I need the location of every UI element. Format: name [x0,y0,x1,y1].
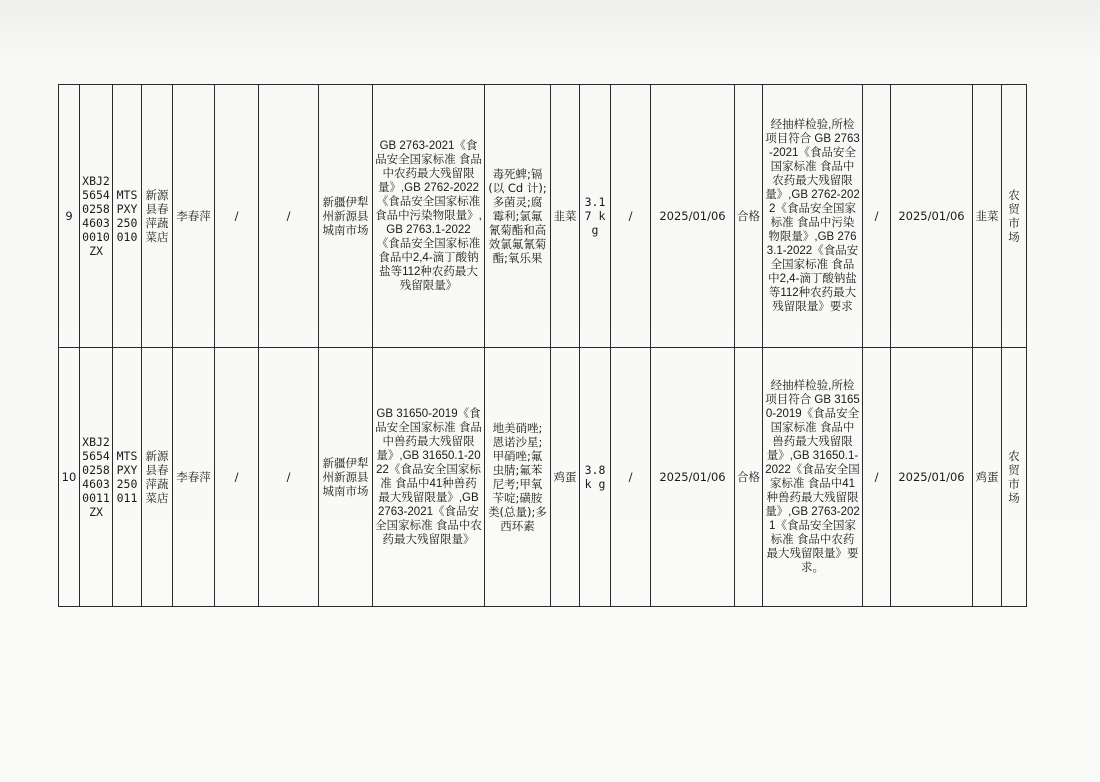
inspection-conclusion: 经抽样检验,所检项目符合 GB 2763-2021《食品安全国家标准 食品中农药最大残留限量》,GB 2762-2022《食品安全国家标准 食品中污染物限量》,GB 2763.1-2022《食品安全国家标准 食品中2,4-滴丁酸钠盐等112种农药最大残留限量》要求 [763,85,863,348]
sampling-date: 2025/01/06 [651,85,735,348]
empty-cell: / [863,348,891,607]
table-row [59,348,1027,607]
sampling-date: 2025/01/06 [651,348,735,607]
result-status: 合格 [735,85,763,348]
empty-cell: / [259,85,319,348]
empty-cell: / [259,348,319,607]
test-items: 地美硝唑;恩诺沙星;甲硝唑;氟虫腈;氟苯尼考;甲氧苄啶;磺胺类(总量);多西环素 [485,348,551,607]
sample-quantity: 3.17 kg [580,85,611,348]
empty-cell: / [215,348,259,607]
product-name: 韭菜 [551,85,580,348]
empty-cell: / [863,85,891,348]
task-number: MTS PXY 250 010 [113,85,142,348]
test-items: 毒死蜱;镉(以 Cd 计);多菌灵;腐霉利;氯氟氰菊酯和高效氯氟氰菊酯;氧乐果 [485,85,551,348]
inspection-conclusion: 经抽样检验,所检项目符合 GB 31650-2019《食品安全国家标准 食品中兽药最大残留限量》,GB 31650.1-2022《食品安全国家标准 食品中41种兽药最大残留限量》,GB 2763-2021《食品安全国家标准 食品中农药最大残留限量》要求。 [763,348,863,607]
sampled-entity: 新源县春萍蔬菜店 [142,348,173,607]
market-type: 农贸市场 [1002,85,1027,348]
sample-number: XBJ2 5654 0258 4603 0010 ZX [80,85,113,348]
row-number: 9 [59,85,80,348]
empty-cell: / [611,85,651,348]
sampling-place: 新疆伊犁州新源县城南市场 [319,85,373,348]
report-date: 2025/01/06 [891,348,973,607]
sampling-results-table [58,84,1027,607]
sample-quantity: 3.8k g [580,348,611,607]
sampling-place: 新疆伊犁州新源县城南市场 [319,348,373,607]
contact-person: 李春萍 [173,348,215,607]
result-status: 合格 [735,348,763,607]
task-number: MTS PXY 250 011 [113,348,142,607]
report-date: 2025/01/06 [891,85,973,348]
sampled-entity: 新源县春萍蔬菜店 [142,85,173,348]
table-row [59,85,1027,348]
row-number: 10 [59,348,80,607]
testing-standard: GB 2763-2021《食品安全国家标准 食品中农药最大残留限量》,GB 2762-2022《食品安全国家标准 食品中污染物限量》,GB 2763.1-2022《食品安全国家标准 食品中2,4-滴丁酸钠盐等112种农药最大残留限量》 [373,85,485,348]
empty-cell: / [611,348,651,607]
product-name: 鸡蛋 [551,348,580,607]
food-category: 韭菜 [973,85,1002,348]
market-type: 农贸市场 [1002,348,1027,607]
contact-person: 李春萍 [173,85,215,348]
empty-cell: / [215,85,259,348]
testing-standard: GB 31650-2019《食品安全国家标准 食品中兽药最大残留限量》,GB 31650.1-2022《食品安全国家标准 食品中41种兽药最大残留限量》,GB 2763-2021《食品安全国家标准 食品中农药最大残留限量》 [373,348,485,607]
sample-number: XBJ2 5654 0258 4603 0011 ZX [80,348,113,607]
food-category: 鸡蛋 [973,348,1002,607]
